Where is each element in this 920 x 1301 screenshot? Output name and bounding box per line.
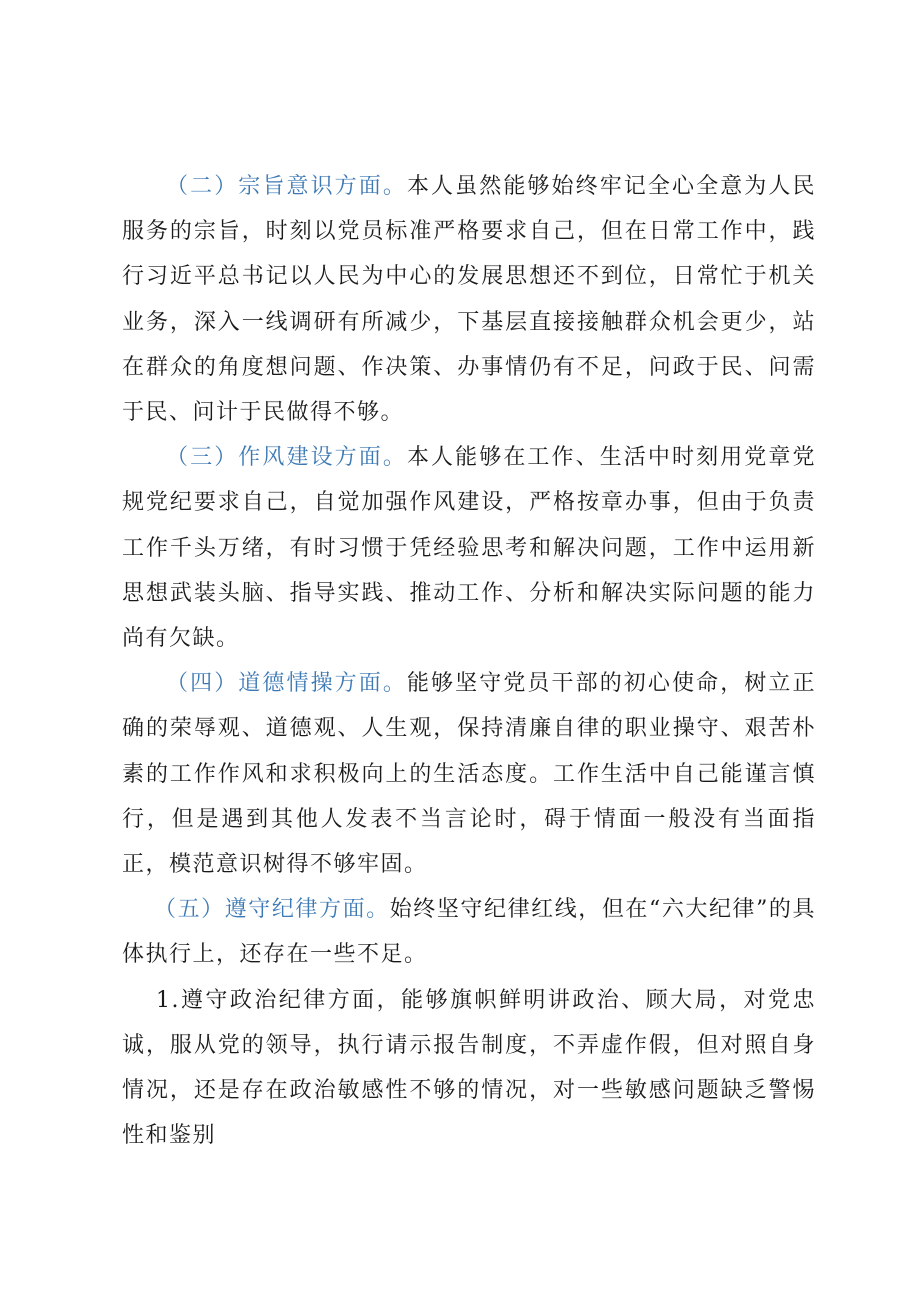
- paragraph-text: 能够坚守党员干部的初心使命，树立正确的荣辱观、道德观、人生观，保持清廉自律的职业操守、艰苦朴素的工作作风和求积极向上的生活态度。工作生活中自己能谨言慎行，但是遇到其他人发表不当言论时，碍于情面一般没有当面指正，模范意识树得不够牢固。: [122, 671, 816, 878]
- paragraph-discipline: [122, 887, 816, 977]
- paragraph-political-discipline: [122, 978, 816, 1159]
- paragraph-work-style: [122, 435, 816, 661]
- document-body: [122, 164, 816, 1158]
- paragraph-text: 本人虽然能够始终牢记全心全意为人民服务的宗旨，时刻以党员标准严格要求自己，但在日常工作中，践行习近平总书记以人民为中心的发展思想还不到位，日常忙于机关业务，深入一线调研有所减少，下基层直接接触群众机会更少，站在群众的角度想问题、作决策、办事情仍有不足，问政于民、问需于民、问计于民做得不够。: [122, 174, 816, 426]
- section-heading: （五）遵守纪律方面。: [154, 897, 390, 923]
- section-heading: （四）道德情操方面。: [166, 671, 407, 697]
- paragraph-text: 本人能够在工作、生活中时刻用党章党规党纪要求自己，自觉加强作风建设，严格按章办事，但由于负责工作千头万绪，有时习惯于凭经验思考和解决问题，工作中运用新思想武装头脑、指导实践、推动工作、分析和解决实际问题的能力尚有欠缺。: [122, 445, 816, 652]
- paragraph-purpose-awareness: [122, 164, 816, 435]
- section-heading: （三）作风建设方面。: [166, 445, 407, 471]
- section-heading: （二）宗旨意识方面。: [166, 174, 407, 199]
- paragraph-moral-character: [122, 661, 816, 887]
- paragraph-text: 1.遵守政治纪律方面，能够旗帜鲜明讲政治、顾大局，对党忠诚，服从党的领导，执行请示报告制度，不弄虚作假，但对照自身情况，还是存在政治敏感性不够的情况，对一些敏感问题缺乏警惕性和鉴别: [122, 987, 816, 1149]
- paragraph-text: 始终坚守纪律红线，但在“六大纪律”的具体执行上，还存在一些不足。: [122, 897, 816, 968]
